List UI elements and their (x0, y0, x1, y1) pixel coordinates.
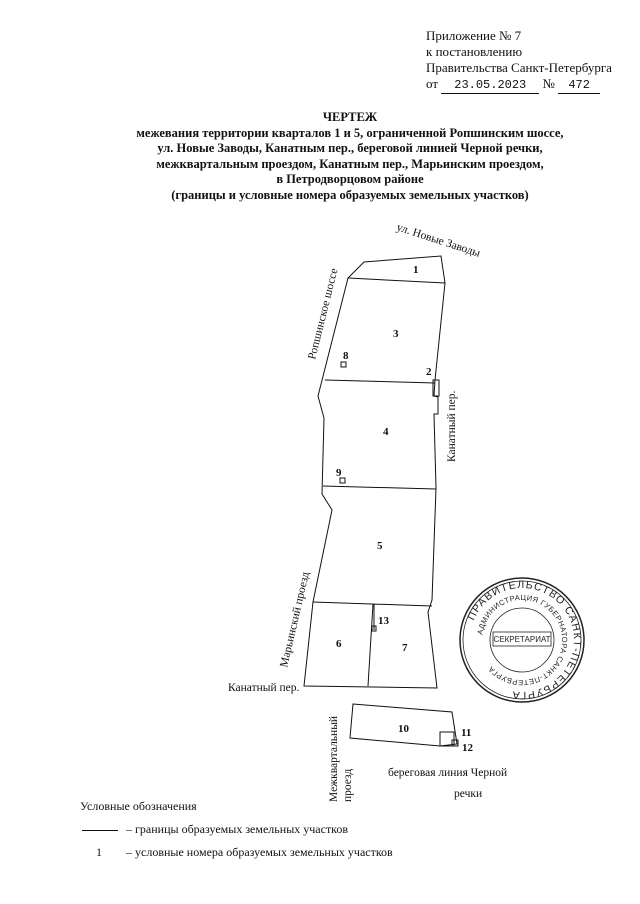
stamp-center-text: СЕКРЕТАРИАТ (493, 635, 551, 644)
secretariat-stamp (460, 578, 584, 702)
river-label-2: речки (454, 788, 483, 800)
plot-number-2: 2 (426, 366, 432, 378)
street-ropshinskoe: Ропшинское шоссе (306, 267, 341, 361)
street-mezhkvartalny-1: Межквартальный (328, 715, 340, 802)
resolution-number: 472 (558, 77, 600, 94)
legend-item-1-label: – границы образуемых земельных участков (126, 822, 349, 836)
plot-number-6: 6 (336, 638, 342, 650)
boundary-6-7 (368, 604, 373, 686)
stamp-inner-text: АДМИНИСТРАЦИЯ ГУБЕРНАТОРА САНКТ-ПЕТЕРБУРГА (475, 592, 570, 688)
stamp-outer-text: ПРАВИТЕЛЬСТВО САНКТ-ПЕТЕРБУРГА (465, 578, 584, 702)
government-label: Правительства Санкт-Петербурга (426, 60, 612, 75)
plot-number-3: 3 (393, 328, 399, 340)
legend-title: Условные обозначения (80, 799, 197, 813)
street-kanatny-east: Канатный пер. (446, 390, 458, 462)
boundary-3-4 (325, 380, 435, 383)
plot-number-11: 11 (461, 727, 472, 739)
title-line-1: ЧЕРТЕЖ (322, 110, 378, 124)
plot-number-8: 8 (343, 350, 349, 362)
plot-number-13: 13 (378, 615, 389, 627)
street-novye-zavody: ул. Новые Заводы (395, 221, 482, 260)
plot-number-5: 5 (377, 540, 383, 552)
legend-item-numbers (96, 845, 393, 860)
street-kanatny-west: Канатный пер. (228, 682, 300, 694)
plot-number-7: 7 (402, 642, 408, 654)
plot-number-12: 12 (462, 742, 473, 754)
title-line-2: межевания территории кварталов 1 и 5, ограниченной Ропшинским шоссе, (136, 125, 564, 140)
plot-number-9: 9 (336, 467, 342, 479)
river-label-1: береговая линия Черной (388, 767, 508, 779)
legend-item-2-label: – условные номера образуемых земельных участков (126, 845, 393, 859)
legend-line-symbol (82, 830, 118, 831)
plot-number-10: 10 (398, 723, 409, 735)
resolution-date: 23.05.2023 (441, 77, 539, 94)
appendix-label: Приложение № 7 (426, 28, 522, 43)
title-line-3: ул. Новые Заводы, Канатным пер., береговой линией Черной речки, (157, 141, 543, 155)
date-prefix: от (426, 76, 439, 91)
legend-number-symbol: 1 (96, 845, 102, 859)
title-line-4: межквартальным проездом, Канатным пер., Марьинским проездом, (156, 156, 544, 171)
title-line-5: в Петродворцовом районе (276, 172, 424, 186)
boundary-1-3 (348, 278, 445, 283)
legend-item-boundaries (82, 822, 348, 837)
plot-number-1: 1 (413, 264, 419, 276)
plot-number-4: 4 (383, 426, 389, 438)
street-maryinsky: Марьинский проезд (278, 570, 312, 669)
resolution-label: к постановлению (426, 44, 523, 59)
plot-8-shape (341, 362, 346, 367)
title-line-6: (границы и условные номера образуемых земельных участков) (171, 187, 529, 202)
number-prefix: № (542, 76, 555, 91)
street-mezhkvartalny-2: проезд (342, 768, 354, 802)
boundary-4-5 (323, 486, 436, 489)
